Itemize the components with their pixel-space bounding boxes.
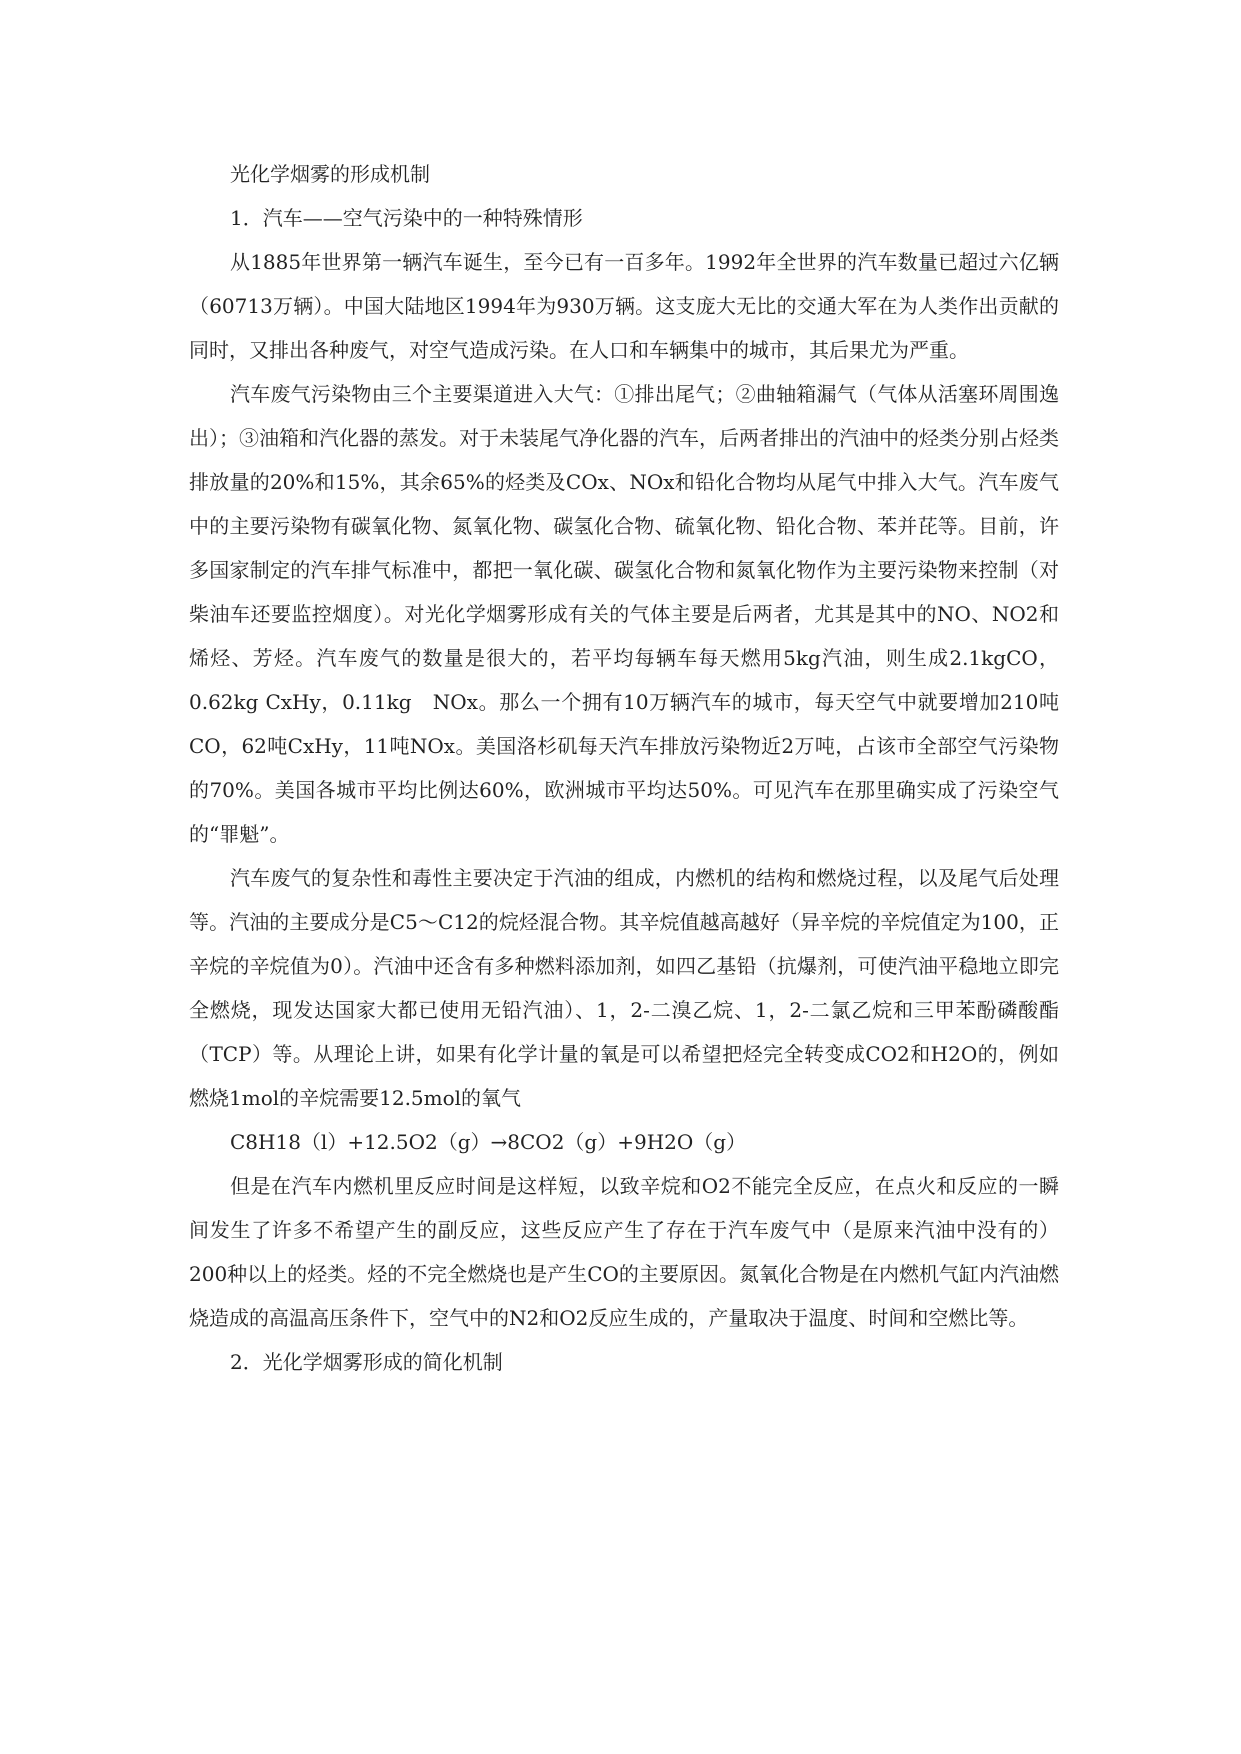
section-2-heading: 2．光化学烟雾形成的简化机制 <box>230 1350 503 1374</box>
paragraph-car-history: 从1885年世界第一辆汽车诞生，至今已有一百多年。1992年全世界的汽车数量已超过六亿辆（60713万辆）。中国大陆地区1994年为930万辆。这支庞大无比的交通大军在为人类作出贡献的同时，又排出各种废气，对空气造成污染。在人口和车辆集中的城市，其后果尤为严重。 <box>189 250 1059 362</box>
section-1-heading: 1．汽车——空气污染中的一种特殊情形 <box>230 206 583 230</box>
paragraph-exhaust-channels: 汽车废气污染物由三个主要渠道进入大气：①排出尾气；②曲轴箱漏气（气体从活塞环周围逸出）；③油箱和汽化器的蒸发。对于未装尾气净化器的汽车，后两者排出的汽油中的烃类分别占烃类排放量的20%和15%，其余65%的烃类及COx、NOx和铅化合物均从尾气中排入大气。汽车废气中的主要污染物有碳氧化物、氮氧化物、碳氢化合物、硫氧化物、铅化合物、苯并芘等。目前，许多国家制定的汽车排气标准中，都把一氧化碳、碳氢化合物和氮氧化物作为主要污染物来控制（对柴油车还要监控烟度）。对光化学烟雾形成有关的气体主要是后两者，尤其是其中的NO、NO2和烯烃、芳烃。汽车废气的数量是很大的，若平均每辆车每天燃用5kg汽油，则生成2.1kgCO，0.62kg CxHy，0.11kg NOx。那么一个拥有10万辆汽车的城市，每天空气中就要增加210吨CO，62吨CxHy，11吨NOx。美国洛杉矶每天汽车排放污染物近2万吨，占该市全部空气污染物的70%。美国各城市平均比例达60%，欧洲城市平均达50%。可见汽车在那里确实成了污染空气的“罪魁”。 <box>189 382 1059 846</box>
document-page <box>189 152 1059 1384</box>
combustion-equation: C8H18（l）+12.5O2（g）→8CO2（g）+9H2O（g） <box>230 1130 747 1154</box>
paragraph-incomplete-combustion: 但是在汽车内燃机里反应时间是这样短，以致辛烷和O2不能完全反应，在点火和反应的一瞬间发生了许多不希望产生的副反应，这些反应产生了存在于汽车废气中（是原来汽油中没有的）200种以上的烃类。烃的不完全燃烧也是产生CO的主要原因。氮氧化合物是在内燃机气缸内汽油燃烧造成的高温高压条件下，空气中的N2和O2反应生成的，产量取决于温度、时间和空燃比等。 <box>189 1174 1059 1330</box>
paragraph-exhaust-composition: 汽车废气的复杂性和毒性主要决定于汽油的组成，内燃机的结构和燃烧过程，以及尾气后处理等。汽油的主要成分是C5～C12的烷烃混合物。其辛烷值越高越好（异辛烷的辛烷值定为100，正辛烷的辛烷值为0）。汽油中还含有多种燃料添加剂，如四乙基铅（抗爆剂，可使汽油平稳地立即完全燃烧，现发达国家大都已使用无铅汽油）、1，2-二溴乙烷、1，2-二氯乙烷和三甲苯酚磷酸酯（TCP）等。从理论上讲，如果有化学计量的氧是可以希望把烃完全转变成CO2和H2O的，例如燃烧1mol的辛烷需要12.5mol的氧气 <box>189 866 1059 1110</box>
document-title: 光化学烟雾的形成机制 <box>230 162 430 186</box>
